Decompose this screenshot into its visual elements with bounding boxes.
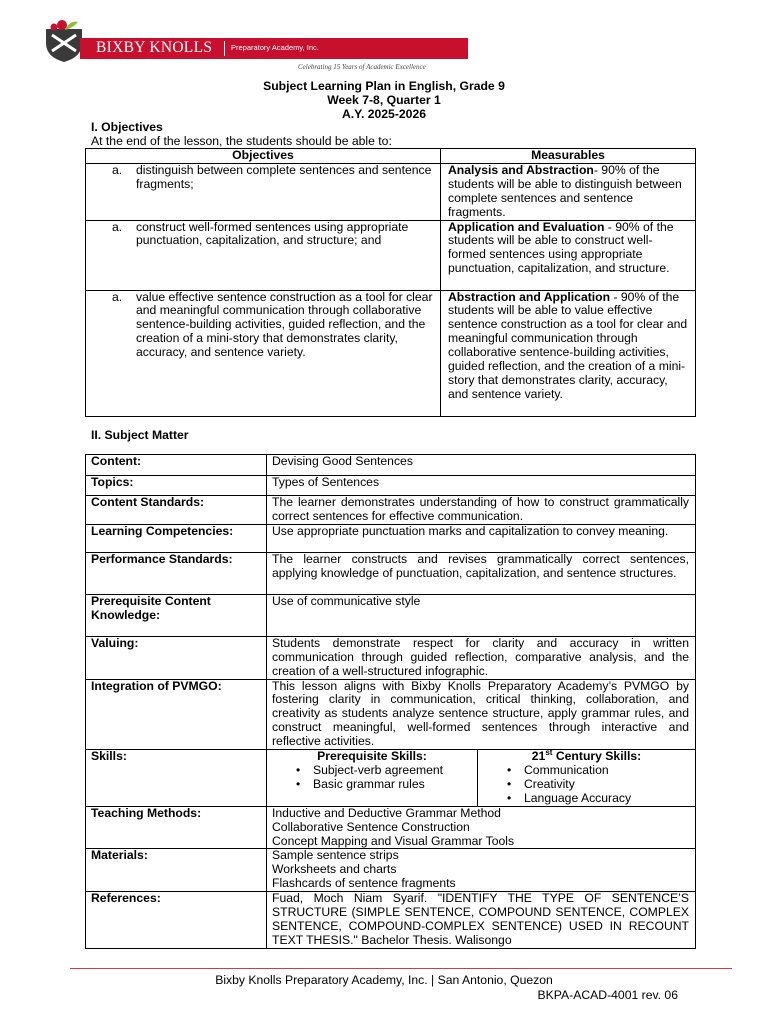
objective-text: value effective sentence construction as a tool for clear and meaningful communication through collaborative sentence-building activities, guided reflection, and the creation of a mini-story that demonstrates clarity, accuracy, and sentence variety.	[136, 289, 433, 360]
objective-row	[86, 163, 696, 220]
objective-text: construct well-formed sentences using appropriate punctuation, capitalization, and structure; and	[136, 219, 409, 248]
teaching-methods-label: Teaching Methods:	[86, 806, 267, 849]
teaching-methods-row	[86, 806, 696, 849]
century-skills-column	[478, 750, 696, 806]
pvmgo-label: Integration of PVMGO:	[86, 679, 267, 750]
content-value: Devising Good Sentences	[267, 455, 696, 476]
subject-matter-table	[85, 454, 696, 949]
prerequisite-skills-list	[267, 764, 477, 792]
list-item: Sample sentence strips	[272, 848, 399, 863]
prerequisite-knowledge-row	[86, 594, 696, 636]
list-item: • Creativity	[478, 778, 695, 792]
measurable-level: Analysis and Abstraction	[448, 162, 594, 177]
measurable-text: - 90% of the students will be able to value effective sentence construction as a tool for clear and meaningful communication through collaborative sentence-building activities, guided reflection, and the creation of a mini-story that demonstrates clarity, accuracy, and sentence variety.	[448, 289, 688, 401]
references-label: References:	[86, 892, 267, 949]
objective-row	[86, 220, 696, 290]
content-standards-label: Content Standards:	[86, 496, 267, 525]
objective-text: distinguish between complete sentences and sentence fragments;	[136, 162, 432, 191]
century-skills-heading	[478, 750, 695, 764]
learning-competencies-label: Learning Competencies:	[86, 524, 267, 552]
valuing-row	[86, 636, 696, 679]
materials-label: Materials:	[86, 849, 267, 892]
school-tagline: Celebrating 15 Years of Academic Excellence	[298, 63, 426, 71]
content-label: Content:	[86, 455, 267, 476]
objectives-header-row	[86, 149, 696, 164]
footer-divider	[70, 968, 732, 969]
list-item: • Communication	[478, 764, 695, 778]
list-item: Concept Mapping and Visual Grammar Tools	[272, 833, 515, 848]
objective-row	[86, 290, 696, 416]
banner-divider	[224, 41, 225, 56]
objectives-heading: I. Objectives	[91, 120, 163, 134]
pvmgo-row	[86, 679, 696, 750]
objectives-column-header: Objectives	[86, 149, 441, 164]
prerequisite-knowledge-value: Use of communicative style	[267, 594, 696, 636]
objectives-intro: At the end of the lesson, the students should be able to:	[91, 134, 392, 148]
century-ordinal: st	[545, 748, 553, 757]
title-line-1: Subject Learning Plan in English, Grade 9	[263, 79, 505, 93]
century-skills-list	[478, 764, 695, 806]
subject-matter-heading: II. Subject Matter	[91, 428, 189, 442]
content-standards-value: The learner demonstrates understanding of how to construct grammatically correct sentences for effective communication.	[267, 496, 696, 525]
teaching-methods-value	[267, 806, 696, 849]
objective-marker: a.	[112, 162, 123, 177]
valuing-value: Students demonstrate respect for clarity and accuracy in written communication through guided reflection, comparative analysis, and the creation of a well-structured infographic.	[267, 636, 696, 679]
learning-competencies-row	[86, 524, 696, 552]
references-row	[86, 892, 696, 949]
school-banner	[80, 38, 468, 59]
school-name: BIXBY KNOLLS	[96, 39, 213, 56]
measurable-text: - 90% of the students will be able to distinguish between complete sentences and sentence fragments.	[448, 162, 682, 219]
century-label: Century Skills:	[552, 749, 642, 764]
performance-standards-value: The learner constructs and revises grammatically correct sentences, applying knowledge of punctuation, capitalization, and sentence structures.	[267, 552, 696, 594]
prerequisite-skills-column	[267, 750, 478, 806]
prerequisite-knowledge-label: Prerequisite Content Knowledge:	[86, 594, 267, 636]
list-item: Inductive and Deductive Grammar Method	[272, 805, 501, 820]
topics-value: Types of Sentences	[267, 476, 696, 496]
century-number: 21	[531, 749, 546, 764]
skills-table	[267, 750, 695, 806]
materials-value	[267, 849, 696, 892]
skills-label: Skills:	[86, 750, 267, 807]
measurable-text: - 90% of the students will be able to construct well-formed sentences using appropriate punctuation, capitalization, and structure.	[448, 219, 674, 276]
title-line-3: A.Y. 2025-2026	[341, 107, 427, 121]
list-item: Collaborative Sentence Construction	[272, 819, 470, 834]
objective-marker: a.	[112, 219, 123, 234]
skills-cell	[267, 750, 696, 807]
topics-label: Topics:	[86, 476, 267, 496]
school-subtitle: Preparatory Academy, Inc.	[231, 43, 319, 52]
content-row	[86, 455, 696, 476]
objectives-table	[85, 148, 696, 417]
pvmgo-value: This lesson aligns with Bixby Knolls Preparatory Academy’s PVMGO by fostering clarity in communication, critical thinking, collaboration, and creativity as students analyze sentence structure, apply grammar rules, and construct meaningful, well-formed sentences through interactive and reflective activities.	[267, 679, 696, 750]
list-item: Worksheets and charts	[272, 862, 397, 877]
list-item: Flashcards of sentence fragments	[272, 876, 456, 891]
measurables-column-header: Measurables	[441, 149, 696, 164]
measurable-level: Application and Evaluation	[448, 219, 605, 234]
materials-row	[86, 849, 696, 892]
skills-row	[86, 750, 696, 807]
document-code: BKPA-ACAD-4001 rev. 06	[537, 988, 678, 1002]
learning-competencies-value: Use appropriate punctuation marks and capitalization to convey meaning.	[267, 524, 696, 552]
measurable-level: Abstraction and Application	[448, 289, 611, 304]
content-standards-row	[86, 496, 696, 525]
performance-standards-row	[86, 552, 696, 594]
document-title	[0, 79, 768, 121]
list-item: • Language Accuracy	[478, 792, 695, 806]
prerequisite-skills-heading: Prerequisite Skills:	[317, 749, 427, 764]
valuing-label: Valuing:	[86, 636, 267, 679]
list-item: • Subject-verb agreement	[267, 764, 477, 778]
footer-address: Bixby Knolls Preparatory Academy, Inc. | San Antonio, Quezon	[215, 973, 553, 987]
topics-row	[86, 476, 696, 496]
objective-marker: a.	[112, 289, 123, 304]
references-value: Fuad, Moch Niam Syarif. "IDENTIFY THE TYPE OF SENTENCE’S STRUCTURE (SIMPLE SENTENCE, COMPOUND SENTENCE, COMPLEX SENTENCE, COMPOUND-COMPLEX SENTENCE) USED IN RECOUNT TEXT THESIS." Bachelor Thesis. Walisongo	[267, 892, 696, 949]
list-item: • Basic grammar rules	[267, 778, 477, 792]
title-line-2: Week 7-8, Quarter 1	[327, 93, 441, 107]
performance-standards-label: Performance Standards:	[86, 552, 267, 594]
